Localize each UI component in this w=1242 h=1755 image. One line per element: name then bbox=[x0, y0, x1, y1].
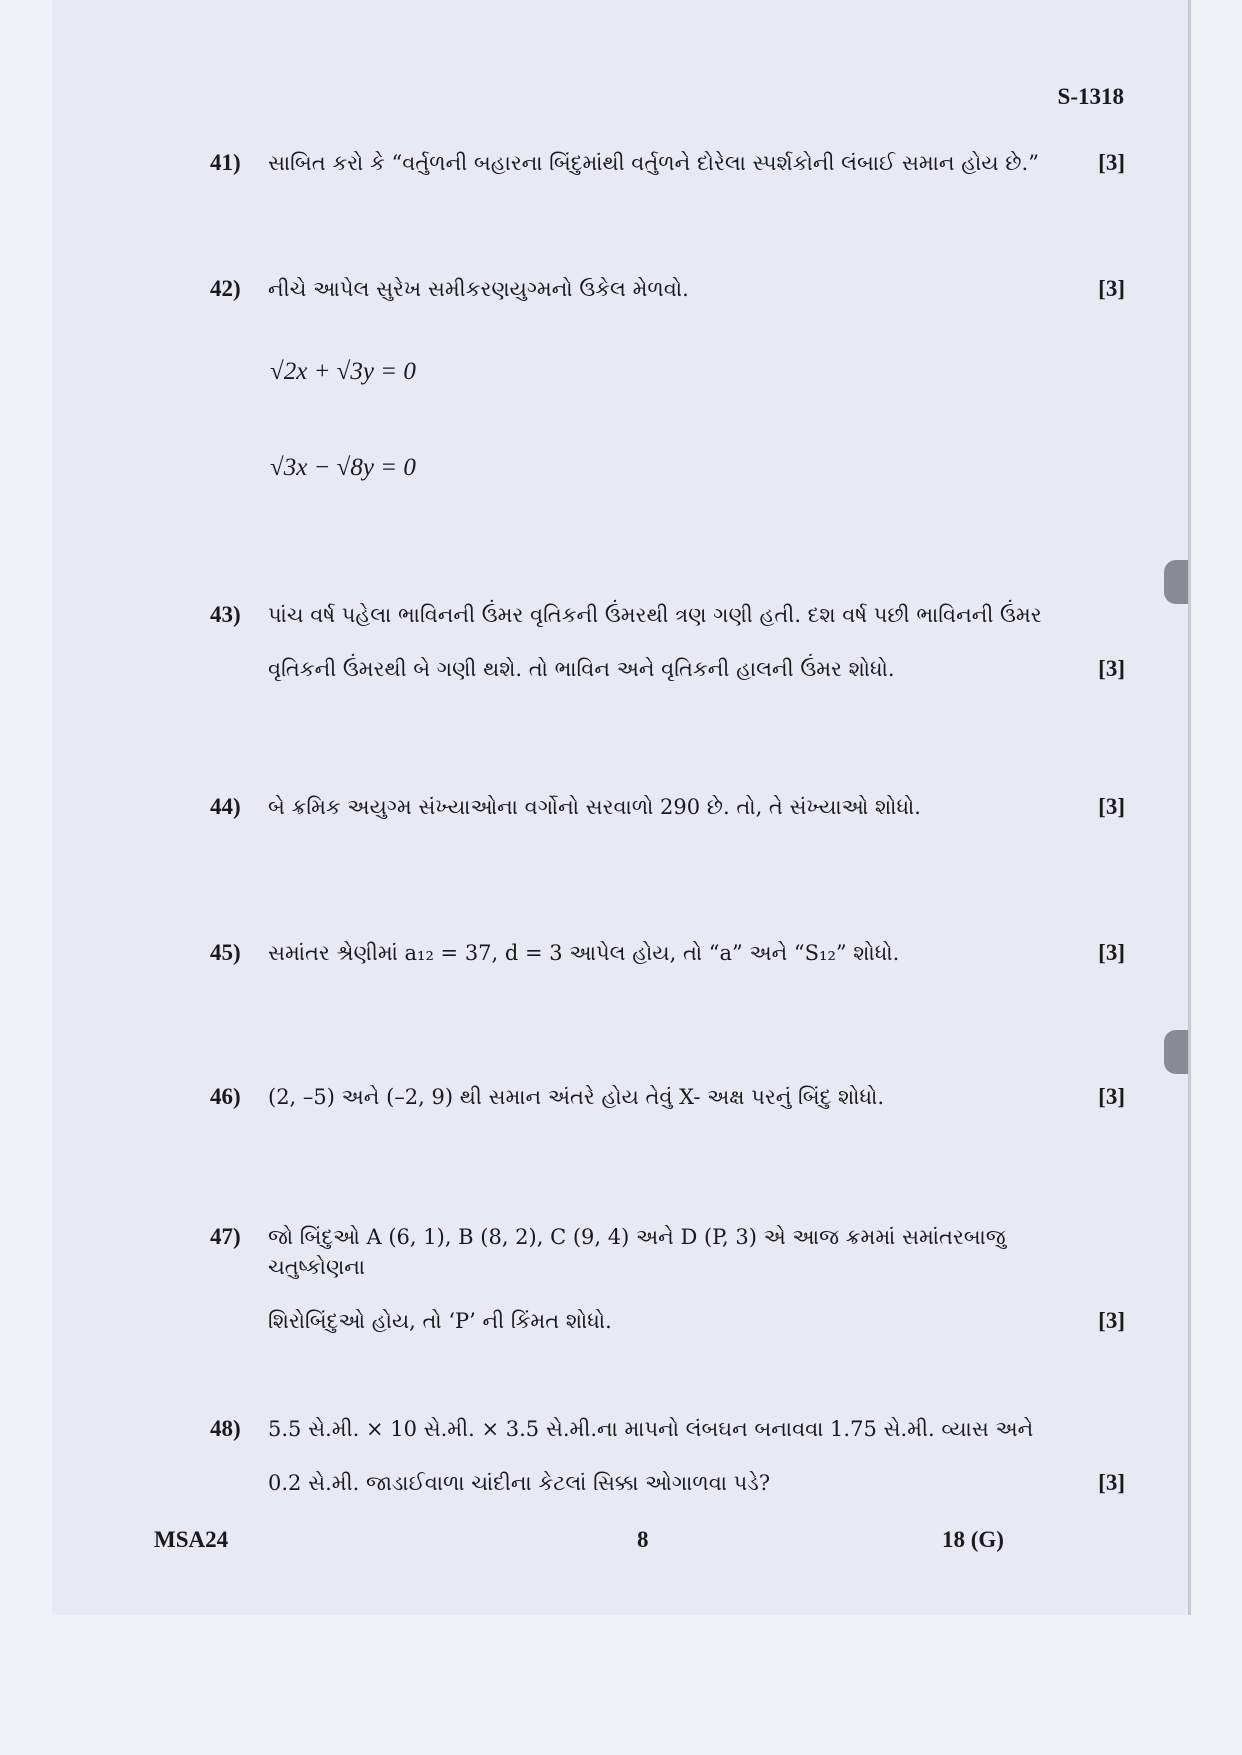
question-text: (2, –5) અને (–2, 9) થી સમાન અંતરે હોય તેવું X- અક્ષ પરનું બિંદુ શોધો. bbox=[268, 1085, 885, 1109]
question-number: 43) bbox=[210, 602, 241, 627]
question-text: નીચે આપેલ સુરેખ સમીકરણયુગ્મનો ઉકેલ મેળવો. bbox=[268, 277, 689, 301]
question-text: સમાંતર શ્રેણીમાં a₁₂ = 37, d = 3 આપેલ હોય, તો “a” અને “S₁₂” શોધો. bbox=[268, 941, 900, 965]
question-43 bbox=[210, 600, 1125, 684]
question-number: 48) bbox=[210, 1416, 241, 1441]
question-text: 5.5 સે.મી. × 10 સે.મી. × 3.5 સે.મી.ના માપનો લંબઘન બનાવવા 1.75 સે.મી. વ્યાસ અને bbox=[268, 1417, 1034, 1441]
question-number: 42) bbox=[210, 276, 241, 301]
paper-code: S-1318 bbox=[1057, 84, 1124, 109]
question-text: સાબિત કરો કે “વર્તુળની બહારના બિંદુમાંથી વર્તુળને દોરેલા સ્પર્શકોની લંબાઈ સમાન હોય છે.” bbox=[268, 151, 1039, 175]
question-marks: [3] bbox=[1098, 150, 1125, 175]
question-marks: [3] bbox=[1098, 1470, 1125, 1495]
question-text: જો બિંદુઓ A (6, 1), B (8, 2), C (9, 4) અને D (P, 3) એ આજ ક્રમમાં સમાંતરબાજુ ચતુષ્કોણના bbox=[268, 1225, 1006, 1279]
question-text-continued: શિરોબિંદુઓ હોય, તો ‘P’ ની કિંમત શોધો. bbox=[268, 1309, 612, 1333]
question-number: 41) bbox=[210, 150, 241, 175]
question-48 bbox=[210, 1414, 1125, 1498]
question-marks: [3] bbox=[1098, 276, 1125, 301]
question-marks: [3] bbox=[1098, 794, 1125, 819]
question-number: 46) bbox=[210, 1084, 241, 1109]
footer-set: 18 (G) bbox=[942, 1527, 1004, 1552]
question-44 bbox=[210, 792, 1125, 822]
question-46 bbox=[210, 1082, 1125, 1112]
question-marks: [3] bbox=[1098, 940, 1125, 965]
question-text-continued: વૃતિકની ઉંમરથી બે ગણી થશે. તો ભાવિન અને વૃતિકની હાલની ઉંમર શોધો. bbox=[268, 657, 895, 681]
page-edge-tab bbox=[1164, 560, 1188, 604]
question-text: પાંચ વર્ષ પહેલા ભાવિનની ઉંમર વૃતિકની ઉંમરથી ત્રણ ગણી હતી. દશ વર્ષ પછી ભાવિનની ઉંમર bbox=[268, 603, 1042, 627]
question-number: 44) bbox=[210, 794, 241, 819]
question-text-continued: 0.2 સે.મી. જાડાઈવાળા ચાંદીના કેટલાં સિક્કા ઓગાળવા પડે? bbox=[268, 1471, 771, 1495]
page-number: 8 bbox=[637, 1527, 649, 1552]
question-number: 47) bbox=[210, 1224, 241, 1249]
question-text: બે ક્રમિક અયુગ્મ સંખ્યાઓના વર્ગોનો સરવાળો 290 છે. તો, તે સંખ્યાઓ શોધો. bbox=[268, 795, 921, 819]
question-45 bbox=[210, 938, 1125, 968]
question-47 bbox=[210, 1222, 1125, 1336]
question-marks: [3] bbox=[1098, 656, 1125, 681]
question-marks: [3] bbox=[1098, 1084, 1125, 1109]
footer-code: MSA24 bbox=[154, 1527, 229, 1552]
equation-2: √3x − √8y = 0 bbox=[270, 454, 416, 481]
page-edge-tab bbox=[1164, 1030, 1188, 1074]
question-marks: [3] bbox=[1098, 1308, 1125, 1333]
equation-1: √2x + √3y = 0 bbox=[270, 358, 416, 385]
question-number: 45) bbox=[210, 940, 241, 965]
question-42 bbox=[210, 274, 1125, 304]
question-41 bbox=[210, 148, 1125, 178]
